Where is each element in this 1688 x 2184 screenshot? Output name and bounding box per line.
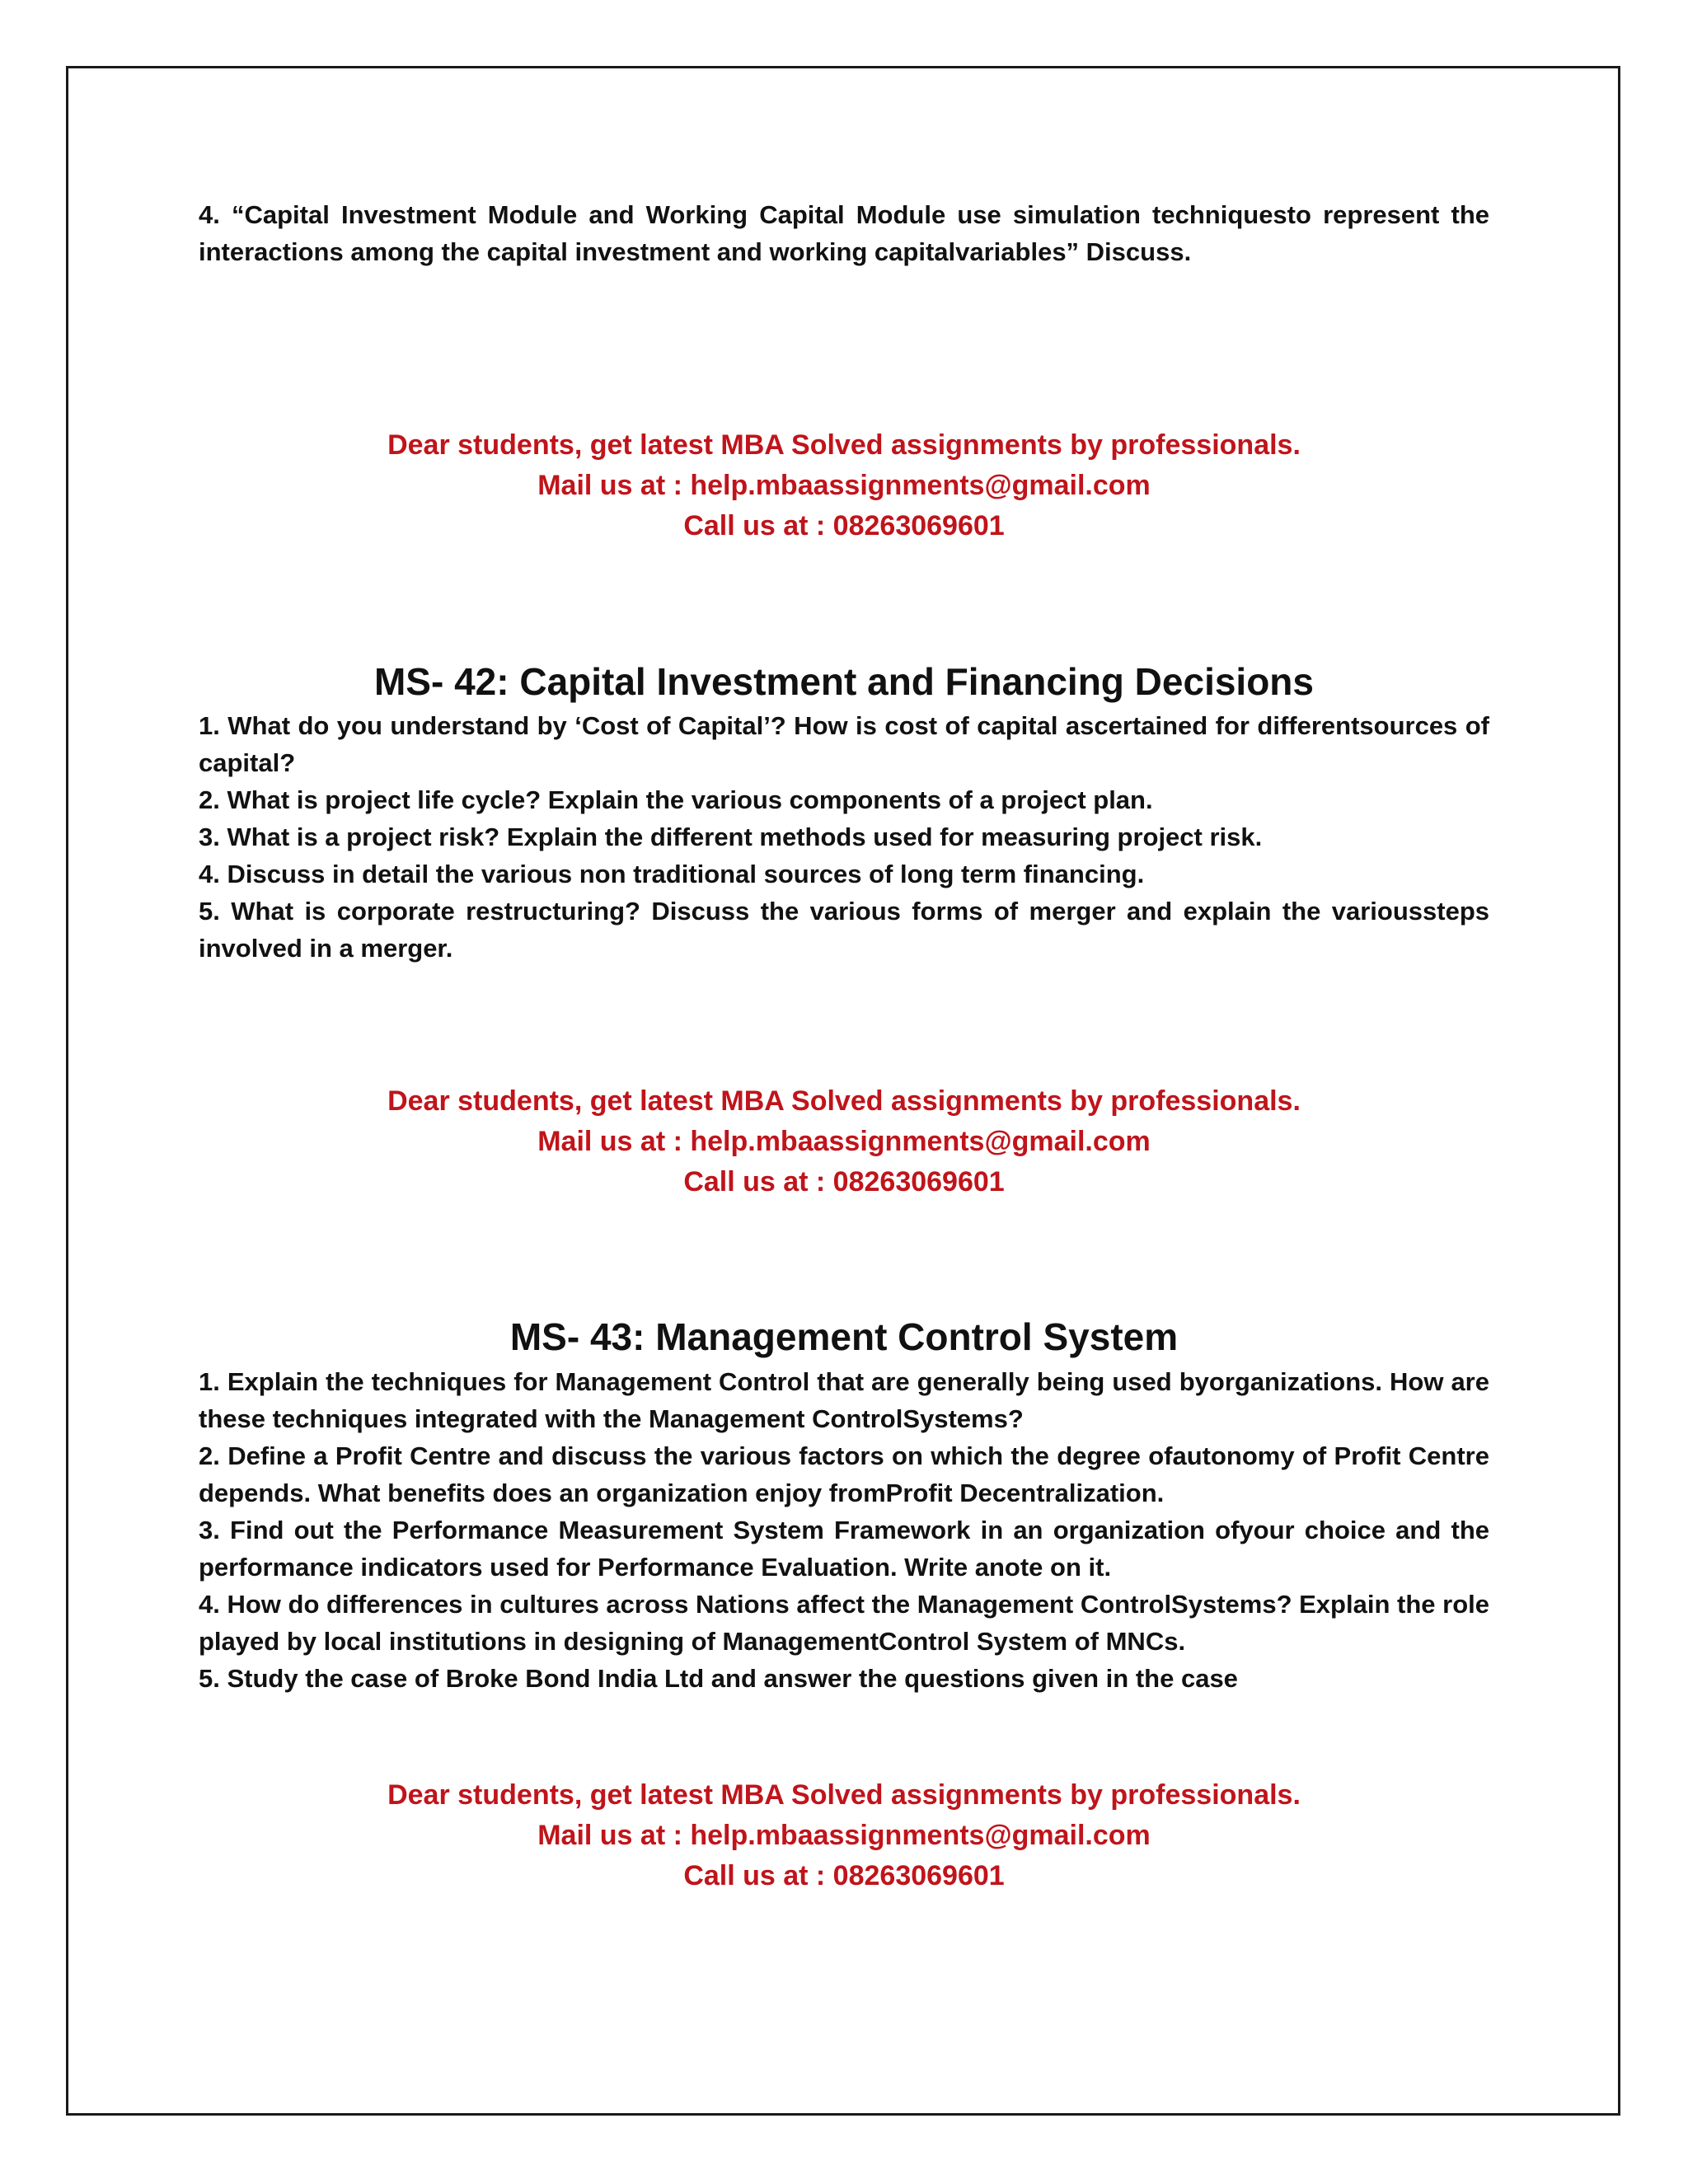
promo-line-students: Dear students, get latest MBA Solved assignments by professionals.: [387, 429, 1301, 461]
question-item: 3. What is a project risk? Explain the different methods used for measuring project risk.: [199, 823, 1263, 851]
promo-block-1: [199, 425, 1489, 546]
question-item: 2. Define a Profit Centre and discuss the various factors on which the degree ofautonomy of Profit Centre depends. What benefits does an organization enjoy fromProfit Decentralization.: [199, 1441, 1489, 1507]
section-title-ms42: MS- 42: Capital Investment and Financing Decisions: [373, 660, 1314, 703]
promo-block-3: [199, 1775, 1489, 1896]
question-item: 2. What is project life cycle? Explain the various components of a project plan.: [199, 785, 1153, 814]
section-questions-ms43: [199, 1363, 1489, 1697]
question-item: 5. What is corporate restructuring? Discuss the various forms of merger and explain the varioussteps involved in a merger.: [199, 897, 1489, 963]
section-title-ms43: MS- 43: Management Control System: [509, 1315, 1179, 1358]
question-item: 1. Explain the techniques for Management Control that are generally being used byorganizations. How are these techniques integrated with the Management ControlSystems?: [199, 1367, 1489, 1433]
promo-line-call: Call us at : 08263069601: [683, 1166, 1005, 1197]
section-questions-ms42: [199, 707, 1489, 967]
promo-line-call: Call us at : 08263069601: [683, 1860, 1005, 1891]
question-item: 4. How do differences in cultures across Nations affect the Management ControlSystems? Explain the role played by local institutions in designing of ManagementControl System of MNCs.: [199, 1590, 1489, 1656]
question-item: 5. Study the case of Broke Bond India Ltd and answer the questions given in the case: [199, 1664, 1238, 1693]
promo-line-call: Call us at : 08263069601: [683, 510, 1005, 541]
question-item: 1. What do you understand by ‘Cost of Capital’? How is cost of capital ascertained for differentsources of capital?: [199, 711, 1489, 777]
promo-line-students: Dear students, get latest MBA Solved assignments by professionals.: [387, 1779, 1301, 1811]
question-item: 4. Discuss in detail the various non traditional sources of long term financing.: [199, 860, 1145, 888]
intro-question: 4. “Capital Investment Module and Working Capital Module use simulation techniquesto represent the interactions among the capital investment and working capitalvariables” Discuss.: [199, 200, 1489, 266]
promo-line-mail: Mail us at : help.mbaassignments@gmail.com: [537, 1820, 1151, 1851]
promo-line-mail: Mail us at : help.mbaassignments@gmail.com: [537, 470, 1151, 501]
promo-block-2: [199, 1081, 1489, 1202]
intro-question-block: [199, 196, 1489, 270]
promo-line-students: Dear students, get latest MBA Solved assignments by professionals.: [387, 1085, 1301, 1117]
question-item: 3. Find out the Performance Measurement System Framework in an organization ofyour choice and the performance indicators used for Performance Evaluation. Write anote on it.: [199, 1516, 1489, 1582]
promo-line-mail: Mail us at : help.mbaassignments@gmail.com: [537, 1126, 1151, 1157]
